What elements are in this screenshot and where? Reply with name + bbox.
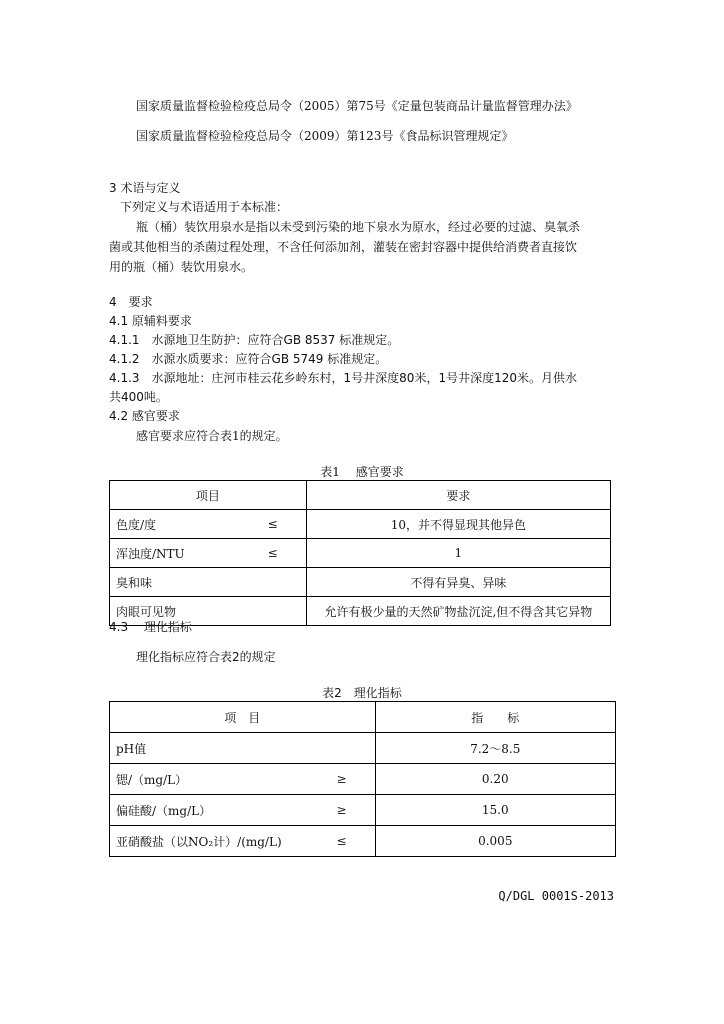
table-row xyxy=(110,764,616,795)
section-3-heading: 3 术语与定义 xyxy=(109,181,181,195)
table-2-value: 7.2～8.5 xyxy=(375,733,615,764)
table-2-header-item: 项 目 xyxy=(110,702,376,733)
reference-1: 国家质量监督检验检疫总局令（2005）第75号《定量包装商品计量监督管理办法》 xyxy=(136,99,578,113)
reference-2: 国家质量监督检验检疫总局令（2009）第123号《食品标识管理规定》 xyxy=(136,129,514,143)
section-4-1-2: 4.1.2 水源水质要求：应符合GB 5749 标准规定。 xyxy=(109,352,388,366)
table-1-caption: 表1 感官要求 xyxy=(320,465,404,479)
table-1-item: 浑浊度/NTU xyxy=(116,546,185,561)
definition-line-1: 瓶（桶）装饮用泉水是指以未受到污染的地下泉水为原水，经过必要的过滤、臭氧杀 xyxy=(136,220,581,234)
section-4-1-1: 4.1.1 水源地卫生防护：应符合GB 8537 标准规定。 xyxy=(109,333,400,347)
table-2-item: 偏硅酸/（mg/L） xyxy=(116,803,212,818)
table-1-value: 允许有极少量的天然矿物盐沉淀,但不得含其它异物 xyxy=(306,597,610,626)
table-2-value: 15.0 xyxy=(375,795,615,826)
table-row xyxy=(110,510,611,539)
section-4-heading: 4 要求 xyxy=(109,295,153,309)
table-row xyxy=(110,826,616,857)
table-1-header-requirement: 要求 xyxy=(306,481,610,510)
table-1-value: 不得有异臭、异味 xyxy=(306,568,610,597)
table-2-item: 亚硝酸盐（以NO₂计）/(mg/L) xyxy=(116,834,282,849)
table-2-value: 0.20 xyxy=(375,764,615,795)
table-1-value: 1 xyxy=(306,539,610,568)
section-4-3-heading: 4.3 理化指标 xyxy=(109,620,192,634)
comparison-symbol: ≤ xyxy=(336,834,347,848)
table-2 xyxy=(109,701,616,857)
comparison-symbol: ≤ xyxy=(267,546,278,560)
table-1-item: 臭和味 xyxy=(116,575,153,590)
table-2-header-row xyxy=(110,702,616,733)
document-code: Q/DGL 0001S-2013 xyxy=(498,889,614,903)
table-2-item: pH值 xyxy=(116,741,147,756)
table-2-caption: 表2 理化指标 xyxy=(322,686,402,700)
definition-line-2: 菌或其他相当的杀菌过程处理，不含任何添加剂，灌装在密封容器中提供给消费者直接饮 xyxy=(109,240,578,254)
table-2-value: 0.005 xyxy=(375,826,615,857)
section-4-1-3-line-2: 共400吨。 xyxy=(109,390,168,404)
table-row xyxy=(110,568,611,597)
section-3-intro: 下列定义与术语适用于本标准： xyxy=(120,200,289,214)
table-row xyxy=(110,539,611,568)
section-4-1-3-line-1: 4.1.3 水源地址：庄河市桂云花乡岭东村，1号井深度80米，1号井深度120米。月供水 xyxy=(109,371,577,385)
definition-line-3: 用的瓶（桶）装饮用泉水。 xyxy=(109,260,254,274)
section-4-2-text: 感官要求应符合表1的规定。 xyxy=(136,429,288,443)
comparison-symbol: ≥ xyxy=(336,772,347,786)
comparison-symbol: ≥ xyxy=(336,803,347,817)
comparison-symbol: ≤ xyxy=(267,517,278,531)
table-1-item: 肉眼可见物 xyxy=(116,604,177,619)
table-row xyxy=(110,733,616,764)
table-1 xyxy=(109,480,611,626)
table-2-header-index: 指 标 xyxy=(375,702,615,733)
table-2-item: 锶/（mg/L） xyxy=(116,772,188,787)
table-1-value: 10，并不得显现其他异色 xyxy=(306,510,610,539)
table-1-header-item: 项目 xyxy=(110,481,307,510)
section-4-1-heading: 4.1 原辅料要求 xyxy=(109,314,192,328)
section-4-2-heading: 4.2 感官要求 xyxy=(109,409,180,423)
table-1-header-row xyxy=(110,481,611,510)
table-row xyxy=(110,795,616,826)
table-1-item: 色度/度 xyxy=(116,517,157,532)
section-4-3-text: 理化指标应符合表2的规定 xyxy=(136,650,276,664)
